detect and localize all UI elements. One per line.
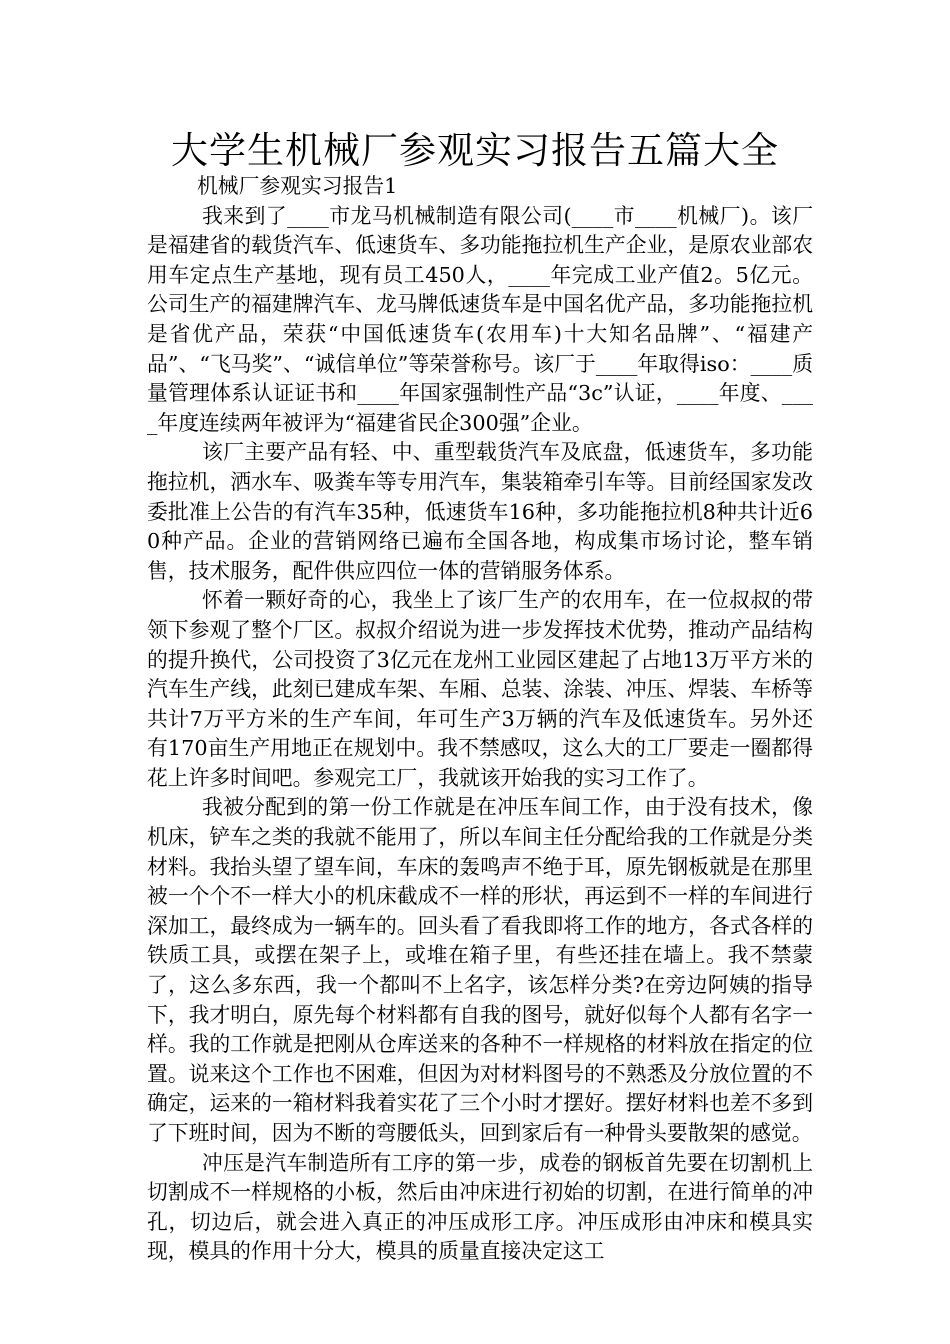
- paragraph-products: 该厂主要产品有轻、中、重型载货汽车及底盘，低速货车，多功能拖拉机，洒水车、吸粪车等专用汽车，集装箱牵引车等。目前经国家发改委批准上公告的有汽车35种，低速货车16种，多功能拖拉机8种共计近60种产品。企业的营销网络已遍布全国各地，构成集市场讨论，整车销售，技术服务，配件供应四位一体的营销服务体系。: [147, 440, 813, 583]
- paragraph-factory-tour: 怀着一颗好奇的心，我坐上了该厂生产的农用车，在一位叔叔的带领下参观了整个厂区。叔叔介绍说为进一步发挥技术优势，推动产品结构的提升换代，公司投资了3亿元在龙州工业园区建起了占地13万平方米的汽车生产线，此刻已建成车架、车厢、总装、涂装、冲压、焊装、车桥等共计7万平方米的生产车间，年可生产3万辆的汽车及低速货车。另外还有170亩生产用地正在规划中。我不禁感叹，这么大的工厂要走一圈都得花上许多时间吧。参观完工厂，我就该开始我的实习工作了。: [147, 588, 813, 790]
- paragraph-company-intro: 我来到了____市龙马机械制造有限公司(____市____机械厂)。该厂是福建省的载货汽车、低速货车、多功能拖拉机生产企业，是原农业部农用车定点生产基地，现有员工450人，____年完成工业产值2。5亿元。公司生产的福建牌汽车、龙马牌低速货车是中国名优产品，多功能拖拉机是省优产品，荣获“中国低速货车(农用车)十大知名品牌”、“福建产品”、“飞马奖”、“诚信单位”等荣誉称号。该厂于____年取得iso：____质量管理体系认证证书和____年国家强制性产品“3c”认证，____年度、____年度连续两年被评为“福建省民企300强”企业。: [147, 203, 813, 435]
- document-title: 大学生机械厂参观实习报告五篇大全: [171, 129, 779, 172]
- document-body: [147, 172, 813, 1267]
- paragraph-first-job: 我被分配到的第一份工作就是在冲压车间工作，由于没有技术，像机床，铲车之类的我就不能用了，所以车间主任分配给我的工作就是分类材料。我抬头望了望车间，车床的轰鸣声不绝于耳，原先钢板就是在那里被一个个不一样大小的机床截成不一样的形状，再运到不一样的车间进行深加工，最终成为一辆车的。回头看了看我即将工作的地方，各式各样的铁质工具，或摆在架子上，或堆在箱子里，有些还挂在墙上。我不禁蒙了，这么多东西，我一个都叫不上名字，该怎样分类?在旁边阿姨的指导下，我才明白，原先每个材料都有自我的图号，就好似每个人都有名字一样。我的工作就是把刚从仓库送来的各种不一样规格的材料放在指定的位置。说来这个工作也不困难，但因为对材料图号的不熟悉及分放位置的不确定，运来的一箱材料我着实花了三个小时才摆好。摆好材料也差不多到了下班时间，因为不断的弯腰低头，回到家后有一种骨头要散架的感觉。: [147, 795, 813, 1145]
- paragraph-stamping: 冲压是汽车制造所有工序的第一步，成卷的钢板首先要在切割机上切割成不一样规格的小板，然后由冲床进行初始的切割，在进行简单的冲孔，切边后，就会进入真正的冲压成形工序。冲压成形由冲床和模具实现，模具的作用十分大，模具的质量直接决定这工: [147, 1150, 813, 1264]
- section-subtitle: 机械厂参观实习报告1: [197, 174, 398, 198]
